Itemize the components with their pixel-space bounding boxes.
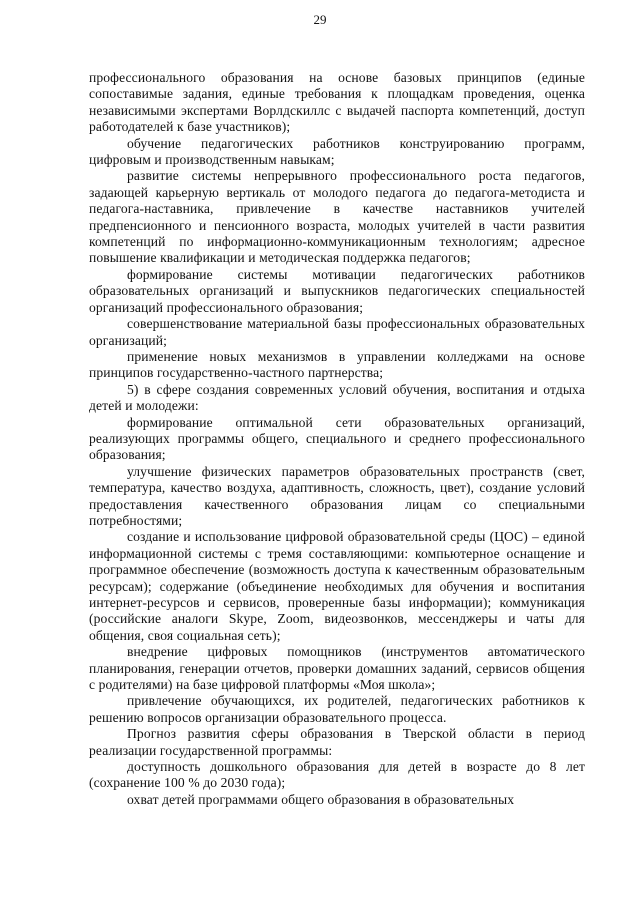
- section-heading-paragraph: 5) в сфере создания современных условий обучения, воспитания и отдыха детей и молодежи:: [89, 381, 585, 414]
- paragraph: формирование системы мотивации педагогических работников образовательных организаций и выпускников педагогических специальностей организаций профессионального образования;: [89, 266, 585, 315]
- paragraph: совершенствование материальной базы профессиональных образовательных организаций;: [89, 316, 585, 348]
- paragraph: улучшение физических параметров образовательных пространств (свет, температура, качество воздуха, адаптивность, сложность, цвет), создание условий предоставления качественного образования лицам со специальными потребностями;: [89, 463, 585, 528]
- paragraph: привлечение обучающихся, их родителей, педагогических работников к решению вопросов организации образовательного процесса.: [89, 693, 585, 725]
- paragraph: профессионального образования на основе базовых принципов (единые сопоставимые задания, единые требования к площадкам проведения, оценка независимыми экспертами Ворлдскиллс с выдачей паспорта компетенций, доступ работодателей к базе участников);: [89, 70, 585, 135]
- paragraph: охват детей программами общего образования в образовательных: [127, 791, 515, 807]
- paragraph: формирование оптимальной сети образовательных организаций, реализующих программы общего, специального и среднего профессионального образования;: [89, 414, 585, 463]
- paragraph: внедрение цифровых помощников (инструментов автоматического планирования, генерации отчетов, проверки домашних заданий, сервисов общения с родителями) на базе цифровой платформы «Моя школа»;: [89, 644, 585, 693]
- paragraph: обучение педагогических работников конструированию программ, цифровым и производственным навыкам;: [89, 135, 585, 168]
- page-number: 29: [313, 12, 327, 27]
- paragraph: Прогноз развития сферы образования в Тверской области в период реализации государственной программы:: [89, 726, 585, 758]
- paragraph: доступность дошкольного образования для детей в возрасте до 8 лет (сохранение 100 % до 2030 года);: [89, 759, 585, 791]
- paragraph: применение новых механизмов в управлении колледжами на основе принципов государственно-частного партнерства;: [89, 348, 585, 381]
- document-body: [89, 70, 585, 808]
- paragraph: создание и использование цифровой образовательной среды (ЦОС) – единой информационной системы с тремя составляющими: компьютерное оснащение и программное обеспечение (возможность доступа к качественным образовательным ресурсам); содержание (объединение необходимых для обучения и воспитания интернет-ресурсов и сервисов, проверенные базы информации); коммуникация (российские аналоги Skype, Zoom, видеозвонков, мессенджеры и чаты для общения, своя социальная сеть);: [89, 529, 585, 643]
- paragraph: развитие системы непрерывного профессионального роста педагогов, задающей карьерную вертикаль от молодого педагога до педагога-методиста и педагога-наставника, привлечение в качестве наставников учителей предпенсионного и пенсионного возраста, молодых учителей в части развития компетенций по информационно-коммуникационным технологиям; адресное повышение квалификации и методическая поддержка педагогов;: [89, 168, 585, 266]
